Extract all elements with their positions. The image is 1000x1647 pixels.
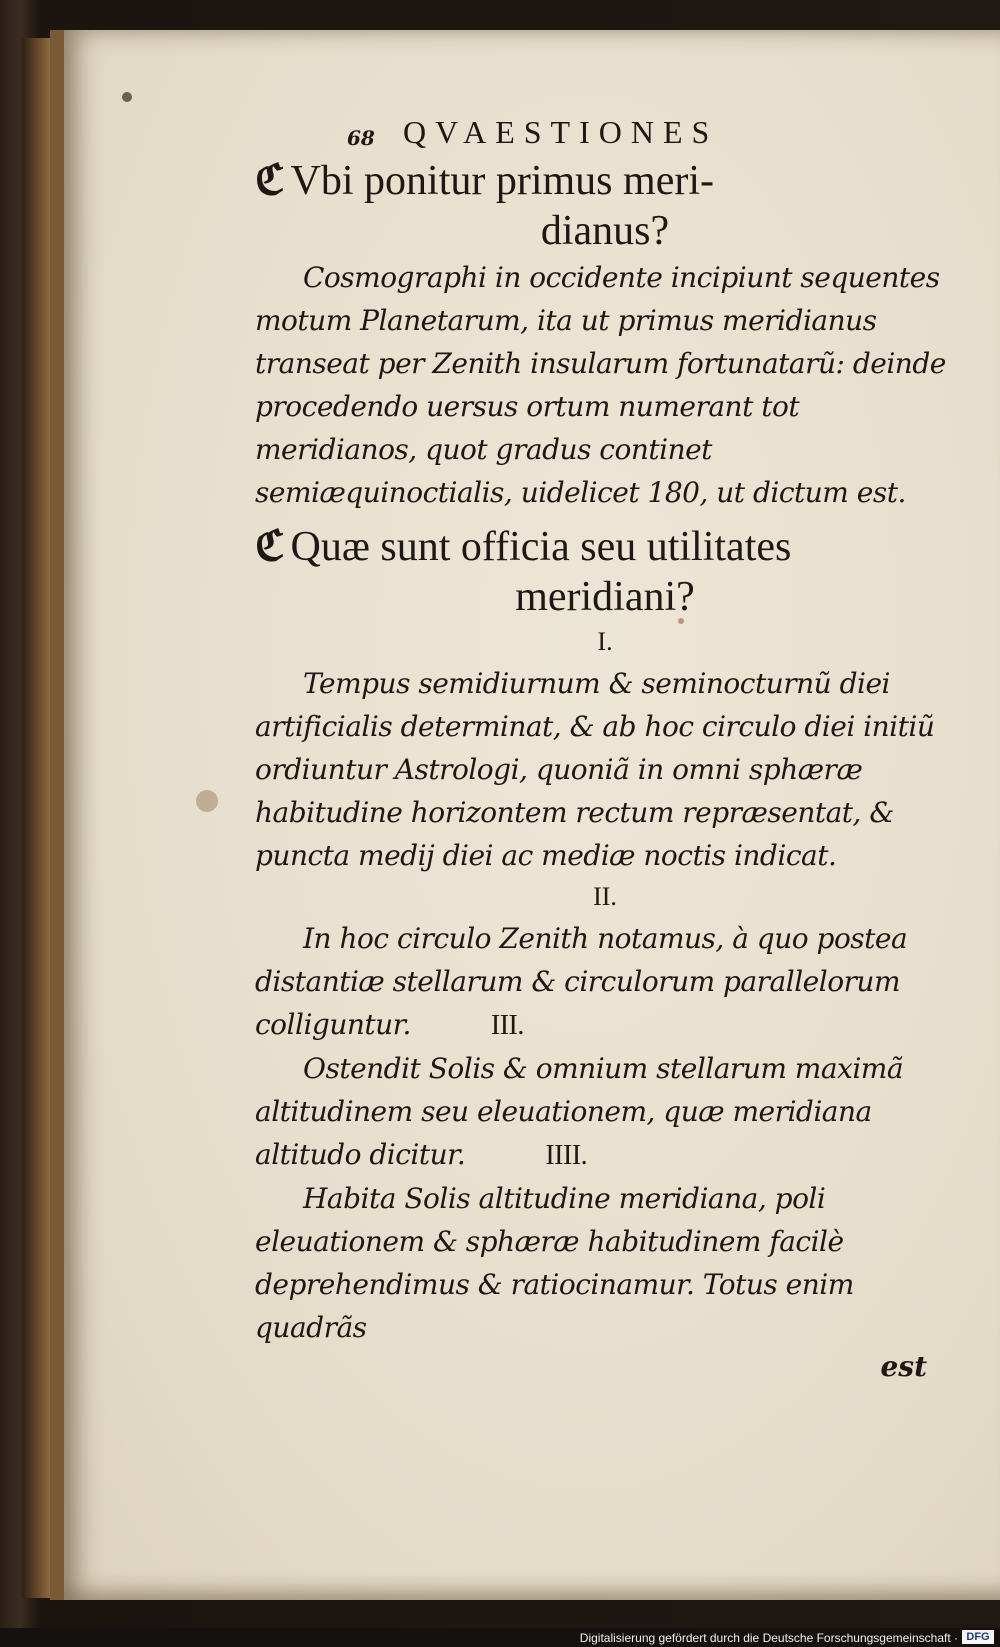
paragraph-mark-icon: ℭ (255, 158, 285, 204)
question-line: meridiani? (515, 574, 695, 620)
question-line: dianus? (540, 208, 670, 254)
page-number: 68 (347, 126, 375, 150)
body-paragraph (255, 917, 955, 1047)
question-heading (255, 522, 955, 622)
page-header (255, 100, 955, 150)
body-paragraph: Tempus semidiurnum & seminocturnũ diei artificialis determinat, & ab hoc circulo diei initiũ ordiuntur Astrologi, quoniã in omni sphæræ habitudine horizontem rectum repræsentat, & puncta medij diei ac mediæ noctis indicat. (255, 667, 935, 872)
section-numeral: II. (593, 882, 617, 911)
paragraph-mark-icon: ℭ (255, 524, 285, 570)
question-line: Vbi ponitur primus meri- (290, 158, 714, 204)
book-spine-edge (22, 38, 50, 1598)
body-paragraph: Cosmographi in occidente incipiunt sequentes motum Planetarum, ita ut primus meridianus transeat per Zenith insularum fortunatarũ: deinde procedendo uersus ortum numerant tot meridianos, quot gradus continet semiæquinoctialis, uidelicet 180, ut dictum est. (255, 261, 946, 509)
question-heading (255, 156, 955, 256)
body-paragraph (255, 1047, 955, 1177)
dfg-logo: DFG (962, 1630, 994, 1644)
paper-stain (196, 790, 218, 812)
body-paragraph: Habita Solis altitudine meridiana, poli eleuationem & sphæræ habitudinem facilè deprehendimus & ratiocinamur. Totus enim quadrãs (255, 1182, 854, 1344)
page-text (255, 100, 955, 1385)
catchword: est (880, 1350, 927, 1383)
running-head: QVAESTIONES (403, 114, 719, 150)
paper-stain (122, 92, 132, 102)
paragraph-text: In hoc circulo Zenith notamus, à quo postea distantiæ stellarum & circulorum parallelorum colliguntur. (255, 922, 908, 1041)
section-numeral: III. (490, 1010, 524, 1041)
section-numeral: IIII. (545, 1140, 588, 1171)
section-numeral: I. (597, 627, 613, 656)
paragraph-text: Ostendit Solis & omnium stellarum maximã altitudinem seu eleuationem, quæ meridiana altitudo dicitur. (255, 1052, 904, 1171)
question-line: Quæ sunt officia seu utilitates (290, 524, 792, 570)
footer-credit: Digitalisierung gefördert durch die Deutsche Forschungsgemeinschaft · (579, 1631, 958, 1645)
